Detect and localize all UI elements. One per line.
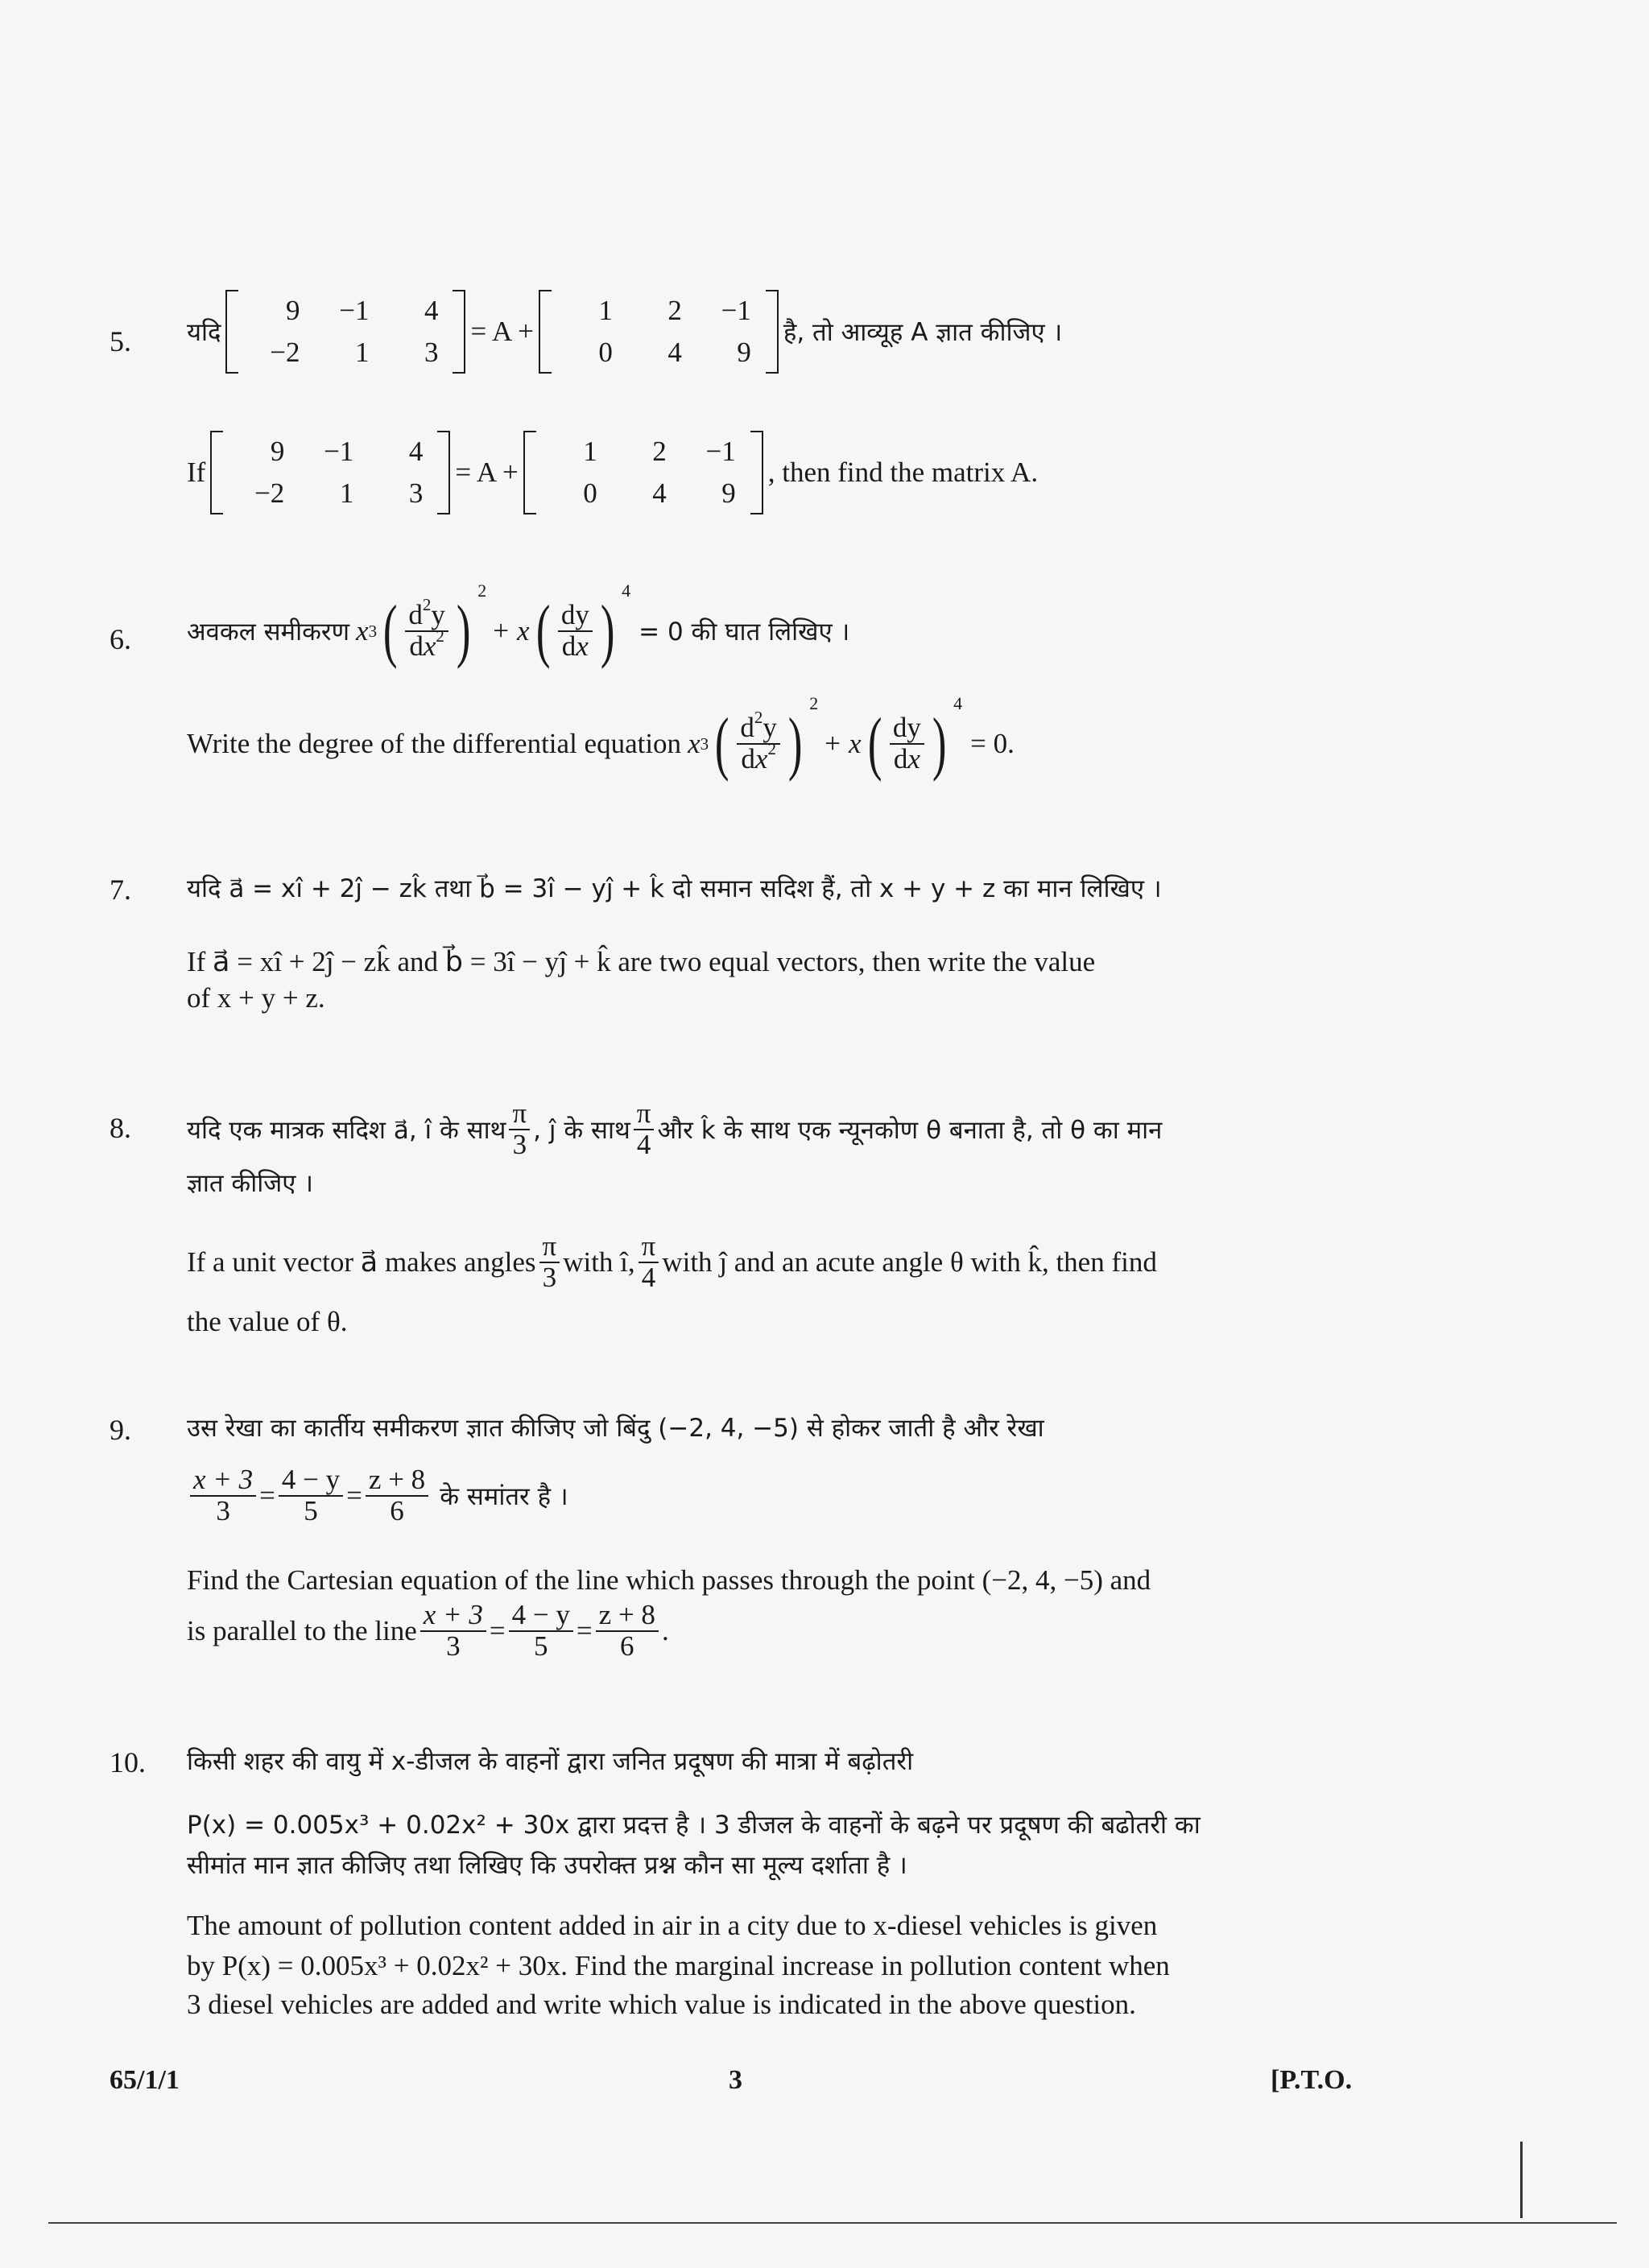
q8-english-part-a: If a unit vector a⃗ makes angles	[187, 1246, 536, 1278]
matrix-cell: 4	[667, 337, 682, 368]
question-number-8: 8.	[110, 1112, 131, 1144]
q5-matrix-right-en	[523, 431, 763, 514]
matrix-cell: −1	[705, 436, 736, 467]
question-number-10: 10.	[110, 1746, 146, 1778]
matrix-cell: 1	[598, 295, 613, 326]
margin-mark	[1520, 2142, 1523, 2218]
q7-english-line1: If a⃗ = xî + 2ĵ − zk̂ and b⃗ = 3î − yĵ + k̂ are two equal vectors, then write the value	[187, 946, 1096, 977]
q10-hindi-line2: P(x) = 0.005x³ + 0.02x² + 30x द्वारा प्रदत्त है । 3 डीजल के वाहनों के बढ़ने पर प्रदूषण की बढोतरी का	[187, 1811, 1201, 1840]
q5-english-line	[187, 431, 1038, 514]
pto-label: [P.T.O.	[1271, 2065, 1353, 2095]
question-number-6: 6.	[110, 623, 131, 655]
matrix-cell: 2	[667, 295, 682, 326]
matrix-cell: 9	[270, 436, 285, 467]
q8-fraction-pi-3-en: $\frac{\pi}{3}$	[539, 1232, 560, 1293]
q10-hindi-line1: किसी शहर की वायु में x-डीजल के वाहनों द्वारा जनित प्रदूषण की मात्रा में बढ़ोतरी	[187, 1747, 914, 1776]
matrix-cell: 3	[408, 477, 424, 509]
matrix-cell: 9	[285, 295, 300, 326]
q9-hindi-line2: $\frac{x + 3}{3}$ = $\frac{4 - y}{5}$ = $\frac{z + 8}{6}$ के समांतर है ।	[187, 1465, 568, 1526]
q6-hindi-suffix: = 0 की घात लिखिए ।	[639, 618, 850, 647]
matrix-cell: 1	[339, 477, 354, 509]
q5-matrix-left-hi	[225, 290, 465, 374]
q9-hindi-suffix: के समांतर है ।	[440, 1481, 568, 1511]
q9-fraction-1-en: $\frac{x + 3}{3}$	[420, 1601, 486, 1662]
q6-english-line	[187, 693, 1015, 783]
matrix-cell: −1	[339, 295, 370, 326]
q9-fraction-2-hi: $\frac{4 - y}{5}$	[279, 1465, 343, 1526]
matrix-cell: 1	[583, 436, 597, 467]
q5-equals-hi: = A +	[470, 316, 534, 347]
q9-fraction-2-en: $\frac{4 - y}{5}$	[509, 1601, 573, 1662]
q8-hindi-part-b: , ĵ के साथ	[533, 1115, 630, 1145]
q6-hindi-prefix: अवकल समीकरण	[187, 618, 350, 647]
q9-hindi-line1: उस रेखा का कार्तीय समीकरण ज्ञात कीजिए जो बिंदु (−2, 4, −5) से होकर जाती है और रेखा	[187, 1414, 1044, 1443]
q8-fraction-pi-4-hi: $\frac{\pi}{4}$	[634, 1099, 655, 1160]
matrix-cell: −2	[270, 337, 300, 368]
question-number-5: 5.	[110, 325, 131, 357]
matrix-cell: 4	[652, 477, 667, 509]
q5-english-prefix: If	[187, 456, 206, 488]
q9-fraction-3-hi: $\frac{z + 8}{6}$	[366, 1465, 428, 1526]
q6-hindi-line	[187, 580, 850, 670]
question-number-9: 9.	[110, 1414, 131, 1446]
q7-english-line2: of x + y + z.	[187, 982, 325, 1014]
q8-hindi-line1	[187, 1099, 1162, 1160]
q5-equals-en: = A +	[455, 456, 519, 488]
matrix-cell: 2	[652, 436, 667, 467]
matrix-cell: 1	[354, 337, 370, 368]
page-number: 3	[729, 2065, 742, 2095]
q5-matrix-left-en	[210, 431, 450, 514]
q5-hindi-line	[187, 290, 1062, 374]
q8-fraction-pi-3-hi: $\frac{\pi}{3}$	[509, 1099, 530, 1160]
matrix-cell: 9	[737, 337, 751, 368]
q8-hindi-part-c: और k̂ के साथ एक न्यूनकोण θ बनाता है, तो θ का मान	[657, 1115, 1163, 1145]
q9-english-line2: is parallel to the line $\frac{x + 3}{3}$ = $\frac{4 - y}{5}$ = $\frac{z + 8}{6}$ .	[187, 1599, 669, 1662]
q9-english-line1: Find the Cartesian equation of the line which passes through the point (−2, 4, −5) and	[187, 1564, 1151, 1596]
q8-hindi-part-a: यदि एक मात्रक सदिश a⃗, î के साथ	[187, 1115, 506, 1145]
matrix-cell: 0	[598, 337, 613, 368]
paper-code: 65/1/1	[110, 2065, 180, 2095]
q10-hindi-line3: सीमांत मान ज्ञात कीजिए तथा लिखिए कि उपरोक्त प्रश्न कौन सा मूल्य दर्शाता है ।	[187, 1851, 907, 1880]
matrix-cell: −1	[324, 436, 354, 467]
q8-english-part-c: with ĵ and an acute angle θ with k̂, then find	[662, 1246, 1157, 1278]
q8-english-line2: the value of θ.	[187, 1306, 348, 1337]
q10-english-line2: by P(x) = 0.005x³ + 0.02x² + 30x. Find the marginal increase in pollution content when	[187, 1950, 1170, 1981]
q6-equation-hi: x 3 ( $\frac{d^2y}{dx^2}$ ) 2 + x ( $\frac{dy}{dx}$ ) 4	[356, 580, 631, 670]
matrix-cell: 9	[721, 477, 736, 509]
question-number-7: 7.	[110, 874, 131, 906]
q7-hindi-text: यदि a⃗ = xî + 2ĵ − zk̂ तथा b⃗ = 3î − yĵ + k̂ दो समान सदिश हैं, तो x + y + z का मान लिखिए ।	[187, 874, 1162, 903]
matrix-cell: −1	[721, 295, 751, 326]
q9-fraction-3-en: $\frac{z + 8}{6}$	[596, 1601, 659, 1662]
matrix-cell: 0	[583, 477, 597, 509]
q8-english-part-b: with î,	[563, 1246, 635, 1278]
q6-english-prefix: Write the degree of the differential equation	[187, 728, 682, 759]
q8-hindi-line2: ज्ञात कीजिए ।	[187, 1169, 314, 1198]
matrix-cell: 4	[424, 295, 439, 326]
q9-english-prefix: is parallel to the line	[187, 1614, 417, 1646]
q10-english-line3: 3 diesel vehicles are added and write which value is indicated in the above question.	[187, 1989, 1136, 2020]
matrix-cell: 3	[424, 337, 439, 368]
matrix-cell: 4	[408, 436, 424, 467]
q6-english-suffix: = 0.	[970, 728, 1015, 759]
bottom-rule	[48, 2222, 1617, 2224]
q5-english-suffix: , then find the matrix A.	[767, 456, 1039, 488]
q9-fraction-1-hi: $\frac{x + 3}{3}$	[190, 1465, 256, 1526]
q8-fraction-pi-4-en: $\frac{\pi}{4}$	[639, 1232, 659, 1293]
q10-english-line1: The amount of pollution content added in air in a city due to x-diesel vehicles is given	[187, 1910, 1158, 1941]
q5-hindi-prefix: यदि	[187, 318, 221, 347]
q5-hindi-suffix: है, तो आव्यूह A ज्ञात कीजिए ।	[783, 318, 1063, 347]
matrix-cell: −2	[254, 477, 285, 509]
q8-english-line1	[187, 1232, 1157, 1293]
q6-equation-en: x 3 ( $\frac{d^2y}{dx^2}$ ) 2 + x ( $\frac{dy}{dx}$ ) 4	[688, 693, 963, 783]
q5-matrix-right-hi	[539, 290, 779, 374]
